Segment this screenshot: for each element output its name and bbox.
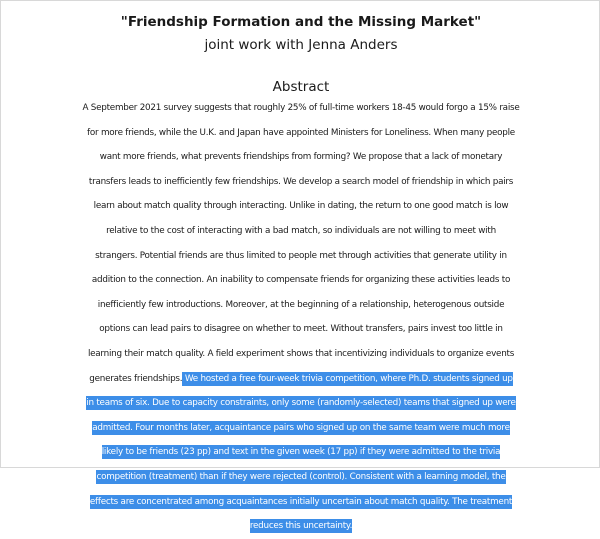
abstract-body[interactable] — [1, 96, 600, 539]
abstract-line: options can lead pairs to disagree on whether to meet. Without transfers, pairs invest too little in — [99, 324, 503, 335]
abstract-line-selected — [1, 465, 600, 490]
text-selection-highlight[interactable]: in teams of six. Due to capacity constraints, only some (randomly-selected) teams that signed up were — [86, 398, 516, 409]
abstract-line-selected — [1, 490, 600, 515]
text-selection-highlight[interactable]: We hosted a free four-week trivia competition, where Ph.D. students signed up — [182, 373, 513, 384]
abstract-heading: Abstract — [272, 79, 330, 95]
abstract-line: A September 2021 survey suggests that roughly 25% of full-time workers 18-45 would forgo a 15% raise — [82, 103, 520, 113]
abstract-line: learning their match quality. A field experiment shows that incentivizing individuals to organize events — [87, 348, 515, 359]
abstract-line: for more friends, while the U.K. and Japan have appointed Ministers for Loneliness. When many people — [87, 127, 515, 138]
abstract-line: inefficiently few introductions. Moreover, at the beginning of a relationship, heterogenous outside — [97, 299, 505, 310]
paper-coauthor-line: joint work with Jenna Anders — [204, 37, 398, 53]
text-selection-highlight[interactable]: competition (treatment) than if they were rejected (control). Consistent with a learning model, the — [96, 471, 506, 482]
text-selection-highlight[interactable]: admitted. Four months later, acquaintance pairs who signed up on the same team were much more — [92, 422, 510, 433]
abstract-line-selected — [1, 416, 600, 441]
abstract-text-unselected: generates friendships. — [89, 373, 183, 384]
abstract-line: relative to the cost of interacting with a bad match, so individuals are not willing to meet with — [106, 225, 496, 236]
abstract-line-selected — [1, 391, 600, 416]
abstract-line-selected — [1, 514, 600, 539]
paper-title: "Friendship Formation and the Missing Market" — [120, 14, 482, 30]
abstract-line: learn about match quality through interacting. Unlike in dating, the return to one good match is low — [93, 201, 509, 212]
abstract-line-mixed — [1, 367, 600, 392]
text-selection-highlight[interactable]: likely to be friends (23 pp) and text in the given week (17 pp) if they were admitted to the trivia — [101, 447, 501, 458]
abstract-line: want more friends, what prevents friendships from forming? We propose that a lack of monetary — [99, 152, 503, 163]
abstract-line: addition to the connection. An inability to compensate friends for organizing these activities leads to — [91, 275, 511, 286]
abstract-line: strangers. Potential friends are thus limited to people met through activities that generate utility in — [95, 250, 507, 261]
abstract-line: transfers leads to inefficiently few friendships. We develop a search model of friendship in which pairs — [88, 176, 514, 187]
abstract-line-selected — [1, 440, 600, 465]
text-selection-highlight[interactable]: effects are concentrated among acquaintances initially uncertain about match quality. The treatment — [89, 496, 513, 507]
text-selection-highlight[interactable]: reduces this uncertainty. — [249, 521, 353, 532]
